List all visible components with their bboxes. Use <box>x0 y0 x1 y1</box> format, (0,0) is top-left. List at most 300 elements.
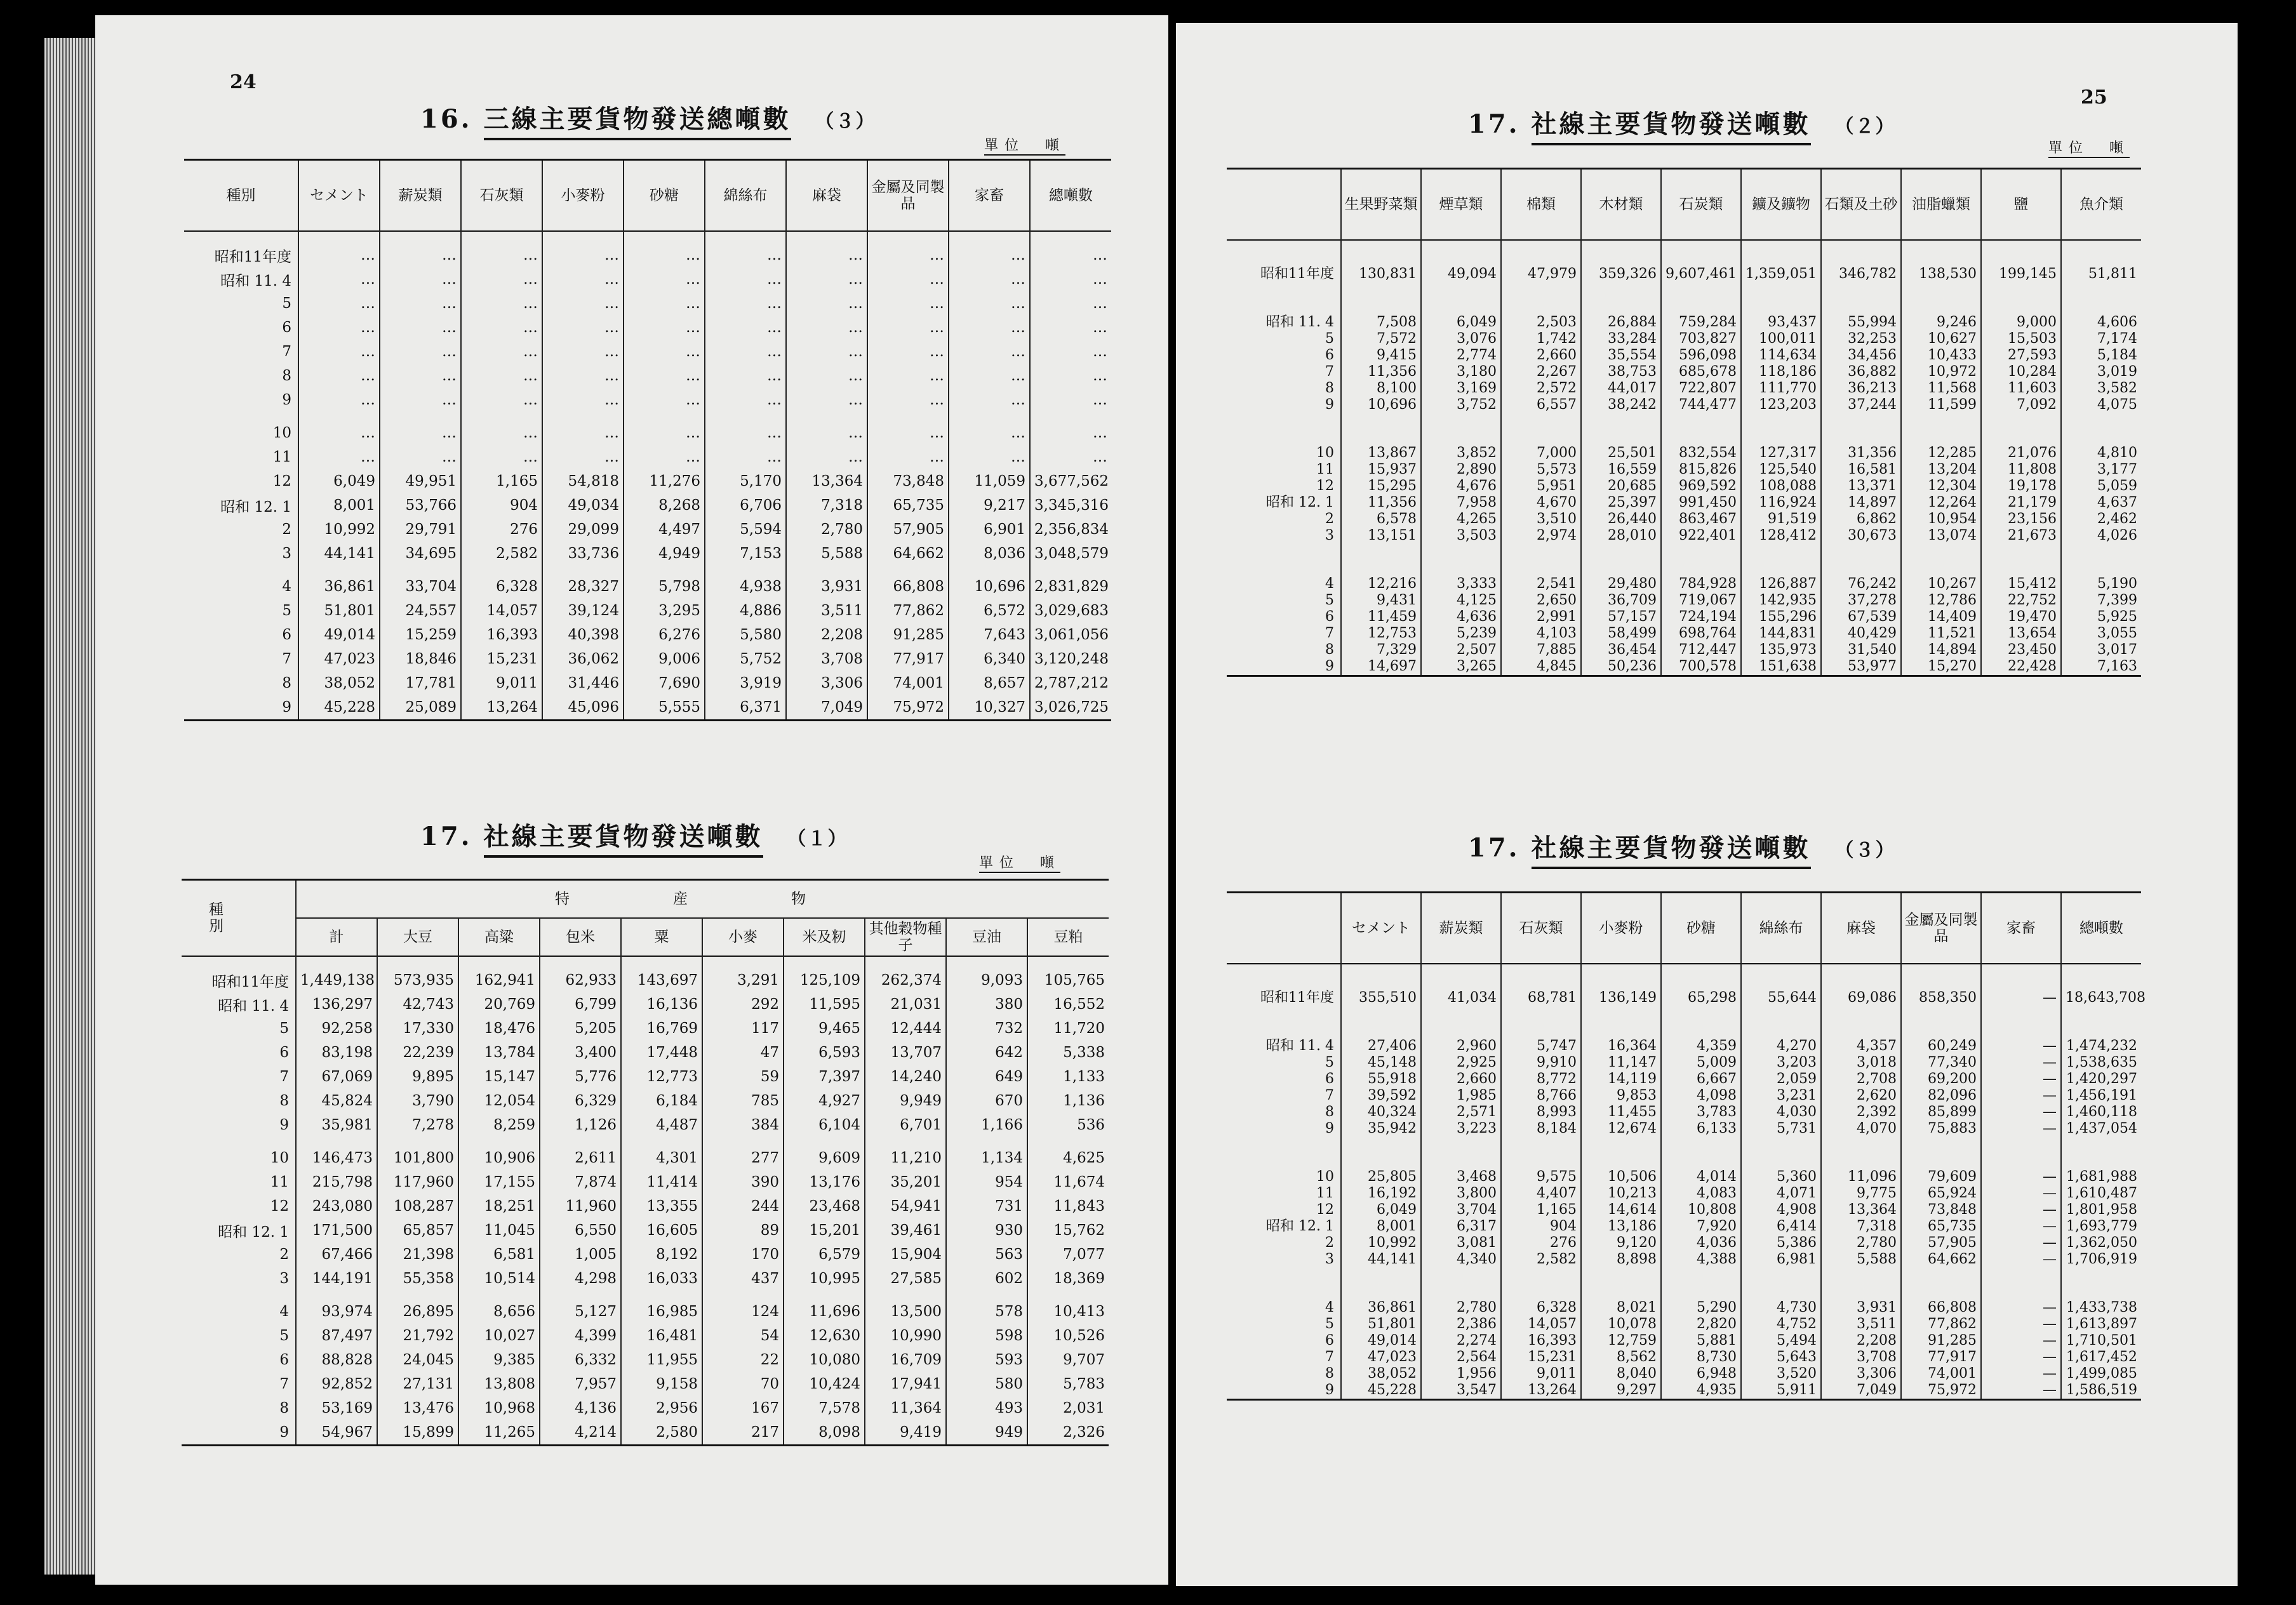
data-cell: 3,704 <box>1421 1202 1501 1218</box>
data-cell: 45,148 <box>1341 1055 1421 1071</box>
data-cell: 6,948 <box>1661 1366 1741 1382</box>
table-row <box>182 1089 1109 1113</box>
column-header: 魚介類 <box>2061 169 2141 241</box>
table-row <box>1227 397 2141 413</box>
data-cell: 15,412 <box>1981 544 2061 592</box>
data-cell: 2,462 <box>2061 511 2141 528</box>
data-cell: 11,603 <box>1981 380 2061 397</box>
data-cell: 8,259 <box>458 1113 540 1137</box>
table-body <box>182 956 1109 1446</box>
data-cell: 11,960 <box>540 1194 621 1218</box>
data-cell: 11,364 <box>865 1396 946 1420</box>
data-cell: 5,127 <box>540 1291 621 1324</box>
data-cell: 10,992 <box>1341 1235 1421 1251</box>
data-cell: 292 <box>702 992 784 1016</box>
data-cell: 3,503 <box>1421 528 1501 544</box>
data-cell: 8,021 <box>1581 1268 1661 1316</box>
data-cell: 11,414 <box>621 1170 702 1194</box>
data-cell: 3,295 <box>624 599 705 623</box>
data-cell: 22,428 <box>1981 658 2061 676</box>
table-17-2 <box>1227 168 2141 677</box>
data-cell: 50,236 <box>1581 658 1661 676</box>
table-row <box>184 412 1111 445</box>
data-cell: 12,216 <box>1341 544 1421 592</box>
data-cell: 670 <box>946 1089 1027 1113</box>
data-cell: 65,298 <box>1661 964 1741 1006</box>
data-cell: … <box>867 388 949 412</box>
data-cell: 2,208 <box>1821 1333 1901 1349</box>
column-header <box>1227 169 1341 241</box>
data-cell: … <box>949 291 1030 316</box>
data-cell: … <box>624 340 705 364</box>
data-cell: 2,774 <box>1421 347 1501 364</box>
data-cell: 3,018 <box>1821 1055 1901 1071</box>
table-title-text: 社線主要貨物發送噸數 <box>484 822 763 858</box>
data-cell: 8,730 <box>1661 1349 1741 1366</box>
row-label: 昭和11年度 <box>214 248 291 265</box>
data-cell: 23,468 <box>784 1194 865 1218</box>
column-header: 總噸數 <box>2061 893 2141 964</box>
row-label: 2 <box>1325 1235 1334 1251</box>
data-cell: 6,581 <box>458 1242 540 1267</box>
data-cell: 68,781 <box>1501 964 1581 1006</box>
row-label: 11 <box>1316 462 1334 477</box>
book-page-edges <box>44 38 95 1575</box>
data-cell: — <box>1981 1235 2061 1251</box>
data-cell: 10,433 <box>1901 347 1981 364</box>
data-cell: 38,052 <box>298 671 380 695</box>
row-label: 昭和 11. 4 <box>1266 1038 1334 1054</box>
data-cell: 1,165 <box>1501 1202 1581 1218</box>
row-label: 7 <box>1325 1088 1334 1103</box>
data-cell: — <box>1981 1071 2061 1088</box>
data-cell: 719,067 <box>1661 592 1741 609</box>
data-cell: 11,459 <box>1341 609 1421 625</box>
row-label: 8 <box>1325 1366 1334 1382</box>
data-cell: 33,736 <box>542 542 624 566</box>
data-cell: 67,539 <box>1821 609 1901 625</box>
data-cell: 31,356 <box>1821 413 1901 462</box>
data-cell: … <box>705 291 786 316</box>
data-cell: 13,654 <box>1981 625 2061 642</box>
data-cell: … <box>461 340 542 364</box>
data-cell: 2,208 <box>786 623 867 647</box>
data-cell: 83,198 <box>296 1041 377 1065</box>
data-cell: 9,949 <box>865 1089 946 1113</box>
table-row <box>1227 1235 2141 1251</box>
data-cell: 7,399 <box>2061 592 2141 609</box>
data-cell: 1,801,958 <box>2061 1202 2141 1218</box>
data-cell: 11,843 <box>1027 1194 1109 1218</box>
data-cell: 2,386 <box>1421 1316 1501 1333</box>
table-row <box>182 1218 1109 1242</box>
table-number: 17. <box>1468 833 1520 863</box>
data-cell: 11,521 <box>1901 625 1981 642</box>
data-cell: 4,301 <box>621 1137 702 1170</box>
data-cell: 7,318 <box>786 493 867 517</box>
data-cell: 13,186 <box>1581 1218 1661 1235</box>
data-cell: 4,810 <box>2061 413 2141 462</box>
data-cell: 21,398 <box>377 1242 458 1267</box>
data-cell: 9,217 <box>949 493 1030 517</box>
data-cell: 722,807 <box>1661 380 1741 397</box>
data-cell: 277 <box>702 1137 784 1170</box>
data-cell: 276 <box>1501 1235 1581 1251</box>
data-cell: … <box>867 364 949 388</box>
data-cell: 593 <box>946 1348 1027 1372</box>
data-cell: 724,194 <box>1661 609 1741 625</box>
column-header: 粟 <box>621 918 702 956</box>
data-cell: 22 <box>702 1348 784 1372</box>
column-header: 種別 <box>226 187 256 204</box>
data-cell: — <box>1981 1088 2061 1104</box>
data-cell: 10,526 <box>1027 1324 1109 1348</box>
data-cell: 5,205 <box>540 1016 621 1041</box>
data-cell: … <box>949 340 1030 364</box>
data-cell: 18,643,708 <box>2061 964 2141 1006</box>
data-cell: … <box>949 412 1030 445</box>
data-cell: 6,340 <box>949 647 1030 671</box>
data-cell: 45,824 <box>296 1089 377 1113</box>
data-cell: 125,540 <box>1741 462 1821 478</box>
row-label: 6 <box>1325 609 1334 625</box>
data-cell: 2,780 <box>1821 1235 1901 1251</box>
data-cell: 101,800 <box>377 1137 458 1170</box>
data-cell: 143,697 <box>621 956 702 992</box>
data-cell: 9,431 <box>1341 592 1421 609</box>
data-cell: — <box>1981 1185 2061 1202</box>
data-cell: 7,958 <box>1421 495 1501 511</box>
data-cell: 10,992 <box>298 517 380 542</box>
data-cell: 42,743 <box>377 992 458 1016</box>
row-label: 3 <box>282 545 291 562</box>
unit-label: 單位 噸 <box>2048 137 2130 158</box>
column-header: 小麥粉 <box>542 160 624 232</box>
data-cell: 9,385 <box>458 1348 540 1372</box>
data-cell: 2,831,829 <box>1030 566 1111 599</box>
data-cell: 1,449,138 <box>296 956 377 992</box>
data-cell: 11,696 <box>784 1291 865 1324</box>
data-cell: 7,690 <box>624 671 705 695</box>
table-row <box>182 1267 1109 1291</box>
row-label: 5 <box>279 1328 289 1344</box>
table-row <box>1227 331 2141 347</box>
data-cell: 111,770 <box>1741 380 1821 397</box>
row-label: 6 <box>279 1352 289 1368</box>
table-row <box>1227 1333 2141 1349</box>
table-row <box>1227 1202 2141 1218</box>
left-page <box>95 15 1168 1585</box>
table-header <box>1227 169 2141 241</box>
data-cell: 26,440 <box>1581 511 1661 528</box>
data-cell: 4,497 <box>624 517 705 542</box>
data-cell: … <box>786 388 867 412</box>
data-cell: 11,720 <box>1027 1016 1109 1041</box>
data-cell: 16,393 <box>461 623 542 647</box>
data-cell: 28,010 <box>1581 528 1661 544</box>
data-cell: 969,592 <box>1661 478 1741 495</box>
data-cell: 2,780 <box>1421 1268 1501 1316</box>
data-cell: 1,586,519 <box>2061 1382 2141 1400</box>
column-header: 石灰類 <box>1501 893 1581 964</box>
data-cell: 47,023 <box>298 647 380 671</box>
data-cell: 10,213 <box>1581 1185 1661 1202</box>
data-cell: 15,259 <box>380 623 461 647</box>
data-cell: 13,364 <box>1821 1202 1901 1218</box>
data-cell: 3,029,683 <box>1030 599 1111 623</box>
data-cell: 5,190 <box>2061 544 2141 592</box>
data-cell: … <box>298 364 380 388</box>
data-cell: 45,228 <box>298 695 380 721</box>
table-row <box>1227 347 2141 364</box>
data-cell: 77,917 <box>867 647 949 671</box>
column-header: 油脂蠟類 <box>1901 169 1981 241</box>
data-cell: 14,897 <box>1821 495 1901 511</box>
data-cell: 6,049 <box>1341 1202 1421 1218</box>
data-cell: 3,081 <box>1421 1235 1501 1251</box>
data-cell: 4,265 <box>1421 511 1501 528</box>
data-cell: 128,412 <box>1741 528 1821 544</box>
data-cell: 75,883 <box>1901 1121 1981 1137</box>
data-cell: 11,674 <box>1027 1170 1109 1194</box>
row-label: 6 <box>1325 1071 1334 1087</box>
data-cell: 3,019 <box>2061 364 2141 380</box>
data-cell: 11,599 <box>1901 397 1981 413</box>
table-row <box>1227 413 2141 462</box>
data-cell: 1,742 <box>1501 331 1581 347</box>
data-cell: 39,461 <box>865 1218 946 1242</box>
data-cell: 12,285 <box>1901 413 1981 462</box>
data-cell: 3,708 <box>1821 1349 1901 1366</box>
data-cell: 16,552 <box>1027 992 1109 1016</box>
data-cell: 77,862 <box>867 599 949 623</box>
data-cell: 127,317 <box>1741 413 1821 462</box>
data-cell: 10,284 <box>1981 364 2061 380</box>
data-cell: 10,627 <box>1901 331 1981 347</box>
column-header: 薪炭類 <box>380 160 461 232</box>
data-cell: 8,766 <box>1501 1088 1581 1104</box>
data-cell: … <box>542 364 624 388</box>
table-row <box>184 469 1111 493</box>
data-cell: 832,554 <box>1661 413 1741 462</box>
data-cell: 91,519 <box>1741 511 1821 528</box>
data-cell: 6,049 <box>1421 283 1501 331</box>
data-cell: 45,228 <box>1341 1382 1421 1400</box>
data-cell: … <box>705 231 786 267</box>
data-cell: 4,636 <box>1421 609 1501 625</box>
table-row <box>182 1041 1109 1065</box>
row-label: 9 <box>1325 658 1334 674</box>
data-cell: … <box>461 364 542 388</box>
column-header: 計 <box>296 918 377 956</box>
data-cell: … <box>461 291 542 316</box>
table-row <box>184 388 1111 412</box>
data-cell: … <box>1030 267 1111 291</box>
data-cell: 7,153 <box>705 542 786 566</box>
row-label: 8 <box>279 1400 289 1416</box>
table-17-3 <box>1227 891 2146 1401</box>
data-cell: 26,884 <box>1581 283 1661 331</box>
table-row <box>182 1396 1109 1420</box>
column-header: 小麥粉 <box>1581 893 1661 964</box>
data-cell: 10,990 <box>865 1324 946 1348</box>
data-cell: … <box>867 316 949 340</box>
data-cell: 685,678 <box>1661 364 1741 380</box>
data-cell: 8,001 <box>1341 1218 1421 1235</box>
data-cell: … <box>461 388 542 412</box>
table-row <box>184 623 1111 647</box>
data-cell: 36,454 <box>1581 642 1661 658</box>
data-cell: 53,169 <box>296 1396 377 1420</box>
data-cell: 4,098 <box>1661 1088 1741 1104</box>
data-cell: 10,972 <box>1901 364 1981 380</box>
data-cell: 11,059 <box>949 469 1030 493</box>
data-cell: … <box>542 316 624 340</box>
data-cell: 14,697 <box>1341 658 1421 676</box>
table-17-3-title <box>1468 828 1895 864</box>
data-cell: 10,954 <box>1901 511 1981 528</box>
column-header: 家畜 <box>1981 893 2061 964</box>
data-cell: … <box>298 445 380 469</box>
data-cell: … <box>380 364 461 388</box>
data-cell: 14,119 <box>1581 1071 1661 1088</box>
data-cell: 92,852 <box>296 1372 377 1396</box>
data-cell: 5,798 <box>624 566 705 599</box>
data-cell: 2,780 <box>786 517 867 542</box>
data-cell: 6,317 <box>1421 1218 1501 1235</box>
table-row <box>184 695 1111 721</box>
data-cell: 732 <box>946 1016 1027 1041</box>
row-label: 12 <box>1316 478 1334 494</box>
data-cell: 244 <box>702 1194 784 1218</box>
data-cell: 2,507 <box>1421 642 1501 658</box>
column-header: 煙草類 <box>1421 169 1501 241</box>
data-cell: — <box>1981 964 2061 1006</box>
data-cell: … <box>705 388 786 412</box>
data-cell: 6,706 <box>705 493 786 517</box>
data-cell: 44,141 <box>298 542 380 566</box>
column-header: 麻袋 <box>786 160 867 232</box>
data-cell: 9,297 <box>1581 1382 1661 1400</box>
data-cell: 11,265 <box>458 1420 540 1446</box>
data-cell: 4,752 <box>1741 1316 1821 1333</box>
data-cell: 11,568 <box>1901 380 1981 397</box>
row-label: 9 <box>1325 397 1334 413</box>
data-cell: 6,981 <box>1741 1251 1821 1268</box>
row-label: 9 <box>1325 1382 1334 1398</box>
data-cell: … <box>949 445 1030 469</box>
data-cell: 5,588 <box>786 542 867 566</box>
row-label: 10 <box>272 425 291 441</box>
row-label: 5 <box>282 295 291 312</box>
data-cell: 22,239 <box>377 1041 458 1065</box>
data-cell: — <box>1981 1055 2061 1071</box>
data-cell: 14,057 <box>461 599 542 623</box>
table-row <box>1227 592 2141 609</box>
data-cell: 3,177 <box>2061 462 2141 478</box>
row-label: 9 <box>1325 1121 1334 1136</box>
data-cell: 38,753 <box>1581 364 1661 380</box>
data-cell: 75,972 <box>1901 1382 1981 1400</box>
data-cell: … <box>542 340 624 364</box>
data-cell: 3,400 <box>540 1041 621 1065</box>
data-cell: 3,223 <box>1421 1121 1501 1137</box>
table-row <box>1227 240 2141 283</box>
row-label: 昭和11年度 <box>1260 990 1334 1006</box>
data-cell: 15,503 <box>1981 331 2061 347</box>
data-cell: 15,270 <box>1901 658 1981 676</box>
row-label: 8 <box>282 675 291 691</box>
table-row <box>184 517 1111 542</box>
data-cell: 66,808 <box>867 566 949 599</box>
data-cell: 77,340 <box>1901 1055 1981 1071</box>
data-cell: 4,935 <box>1661 1382 1741 1400</box>
data-cell: 9,000 <box>1981 283 2061 331</box>
data-cell: 82,096 <box>1901 1088 1981 1104</box>
table-row <box>1227 1366 2141 1382</box>
data-cell: 5,747 <box>1501 1006 1581 1055</box>
data-cell: 9,011 <box>1501 1366 1581 1382</box>
row-label: 昭和 12. 1 <box>1266 495 1334 510</box>
column-header: 鑛及鑛物 <box>1741 169 1821 241</box>
data-cell: 66,808 <box>1901 1268 1981 1316</box>
table-row <box>184 364 1111 388</box>
data-cell: 74,001 <box>867 671 949 695</box>
data-cell: 4,407 <box>1501 1185 1581 1202</box>
data-cell: 67,466 <box>296 1242 377 1267</box>
data-cell: 649 <box>946 1065 1027 1089</box>
data-cell: 5,239 <box>1421 625 1501 642</box>
data-cell: 3,180 <box>1421 364 1501 380</box>
data-cell: … <box>1030 291 1111 316</box>
data-cell: 9,910 <box>1501 1055 1581 1071</box>
row-label: 8 <box>279 1093 289 1109</box>
data-cell: 8,268 <box>624 493 705 517</box>
data-cell: 69,200 <box>1901 1071 1981 1088</box>
data-cell: … <box>867 291 949 316</box>
data-cell: … <box>1030 231 1111 267</box>
data-cell: 12,759 <box>1581 1333 1661 1349</box>
table-body <box>1227 240 2141 676</box>
data-cell: … <box>867 231 949 267</box>
data-cell: … <box>1030 388 1111 412</box>
column-header: 砂糖 <box>624 160 705 232</box>
data-cell: 29,480 <box>1581 544 1661 592</box>
data-cell: 170 <box>702 1242 784 1267</box>
data-cell: 38,052 <box>1341 1366 1421 1382</box>
data-cell: 276 <box>461 517 542 542</box>
data-cell: 10,696 <box>949 566 1030 599</box>
data-cell: 390 <box>702 1170 784 1194</box>
table-row <box>1227 1006 2141 1055</box>
data-cell: 125,109 <box>784 956 865 992</box>
data-cell: 3,265 <box>1421 658 1501 676</box>
data-cell: … <box>867 445 949 469</box>
data-cell: 7,077 <box>1027 1242 1109 1267</box>
data-cell: 2,356,834 <box>1030 517 1111 542</box>
data-cell: 11,808 <box>1981 462 2061 478</box>
data-cell: 1,474,232 <box>2061 1006 2141 1055</box>
data-cell: 9,853 <box>1581 1088 1661 1104</box>
data-cell: 22,752 <box>1981 592 2061 609</box>
data-cell: 731 <box>946 1194 1027 1218</box>
data-cell: … <box>298 267 380 291</box>
data-cell: 3,333 <box>1421 544 1501 592</box>
data-cell: 2,708 <box>1821 1071 1901 1088</box>
data-cell: 12,444 <box>865 1016 946 1041</box>
data-cell: 8,656 <box>458 1291 540 1324</box>
data-cell: 11,096 <box>1821 1137 1901 1185</box>
